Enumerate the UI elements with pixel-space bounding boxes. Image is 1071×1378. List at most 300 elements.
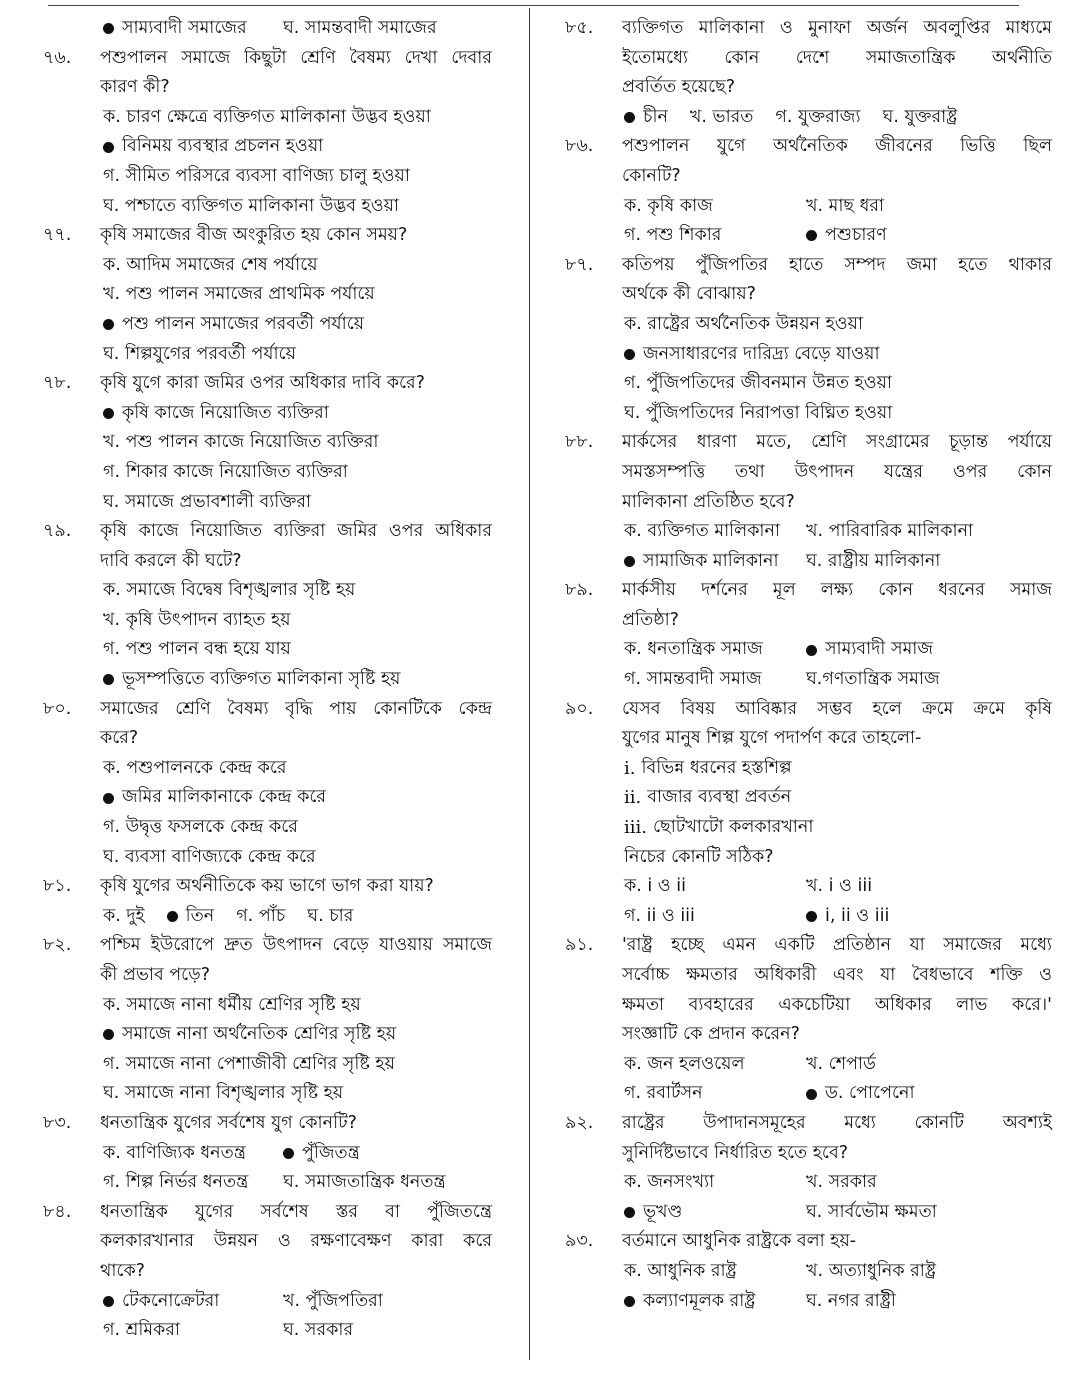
option-text: পশু পালন সমাজের পরবর্তী পর্যায়ে [122,313,365,334]
option-text: গ. শিল্প নির্ভর ধনতন্ত্র [103,1172,249,1193]
question-text: যেসব বিষয় আবিষ্কার সম্ভব হলে ক্রমে ক্রমে কৃষি [622,698,1052,719]
option-text: ঘ. ব্যবসা বাণিজ্যকে কেন্দ্র করে [103,846,316,867]
question-text: পশ্চিম ইউরোপে দ্রুত উৎপাদন বেড়ে যাওয়ায় সমাজে [100,935,492,956]
question-number: ৮০. [43,698,72,719]
option-text: খ. পশু পালন কাজে নিয়োজিত ব্যক্তিরা [103,432,379,453]
question-text: পশুপালন যুগে অর্থনৈতিক জীবনের ভিত্তি ছিল [622,136,1052,157]
statement-number: iii. [624,817,647,839]
correct-option [103,783,326,813]
correct-option [624,1198,682,1228]
option-text: ঘ. সমাজে প্রভাবশালী ব্যক্তিরা [103,491,312,512]
inline-options [103,902,375,932]
prompt-line [535,843,1020,873]
answer-option [806,1257,936,1287]
correct-option [103,665,400,695]
option-text: ঘ. শিল্পযুগের পরবর্তী পর্যায়ে [103,343,296,364]
answer-option [283,1316,353,1346]
statement-text: ছোটখাটো কলকারখানা [653,817,814,838]
question-text: প্রবর্তিত হয়েছে? [622,77,736,98]
option-line [0,813,520,843]
option-text: তিন [185,905,215,926]
answer-option [624,665,762,695]
option-line [0,635,520,665]
option-text: ক. আধুনিক রাষ্ট্র [624,1260,737,1281]
option-text: গ. সমাজে নানা পেশাজীবী শ্রেণির সৃষ্টি হয় [103,1053,395,1074]
option-line [0,1050,520,1080]
answer-option [624,1168,714,1198]
correct-answer-bullet-icon [806,645,817,656]
answer-option [236,902,285,932]
correct-answer-bullet-icon [103,408,114,419]
question-line [535,14,1052,44]
answer-option [624,1257,737,1287]
correct-answer-bullet-icon [167,911,178,922]
option-line [0,340,520,370]
option-text: ঘ. সরকার [283,1320,354,1341]
option-line [0,458,520,488]
option-row [535,103,1020,133]
question-number: ৯১. [565,935,594,956]
answer-option [283,14,437,44]
option-row [0,1316,520,1346]
statement-number: i. [624,757,636,779]
option-text: কৃষি কাজে নিয়োজিত ব্যক্তিরা [122,402,329,423]
statement-text: বাজার ব্যবস্থা প্রবর্তন [647,787,792,808]
question-text: ক্ষমতা ব্যবহারের একচেটিয়া অধিকার লাভ করে।' [622,994,1052,1015]
answer-option [103,458,348,488]
option-text: খ. মাছ ধরা [806,195,885,216]
question-line [0,695,520,725]
option-row [535,1168,1020,1198]
left-column [0,14,520,1346]
correct-option [103,14,247,44]
correct-answer-bullet-icon [806,230,817,241]
question-number: ৮৫. [565,18,594,38]
question-text: কতিপয় পুঁজিপতির হাতে সম্পদ জমা হতে থাকার [622,254,1052,275]
answer-option [103,488,311,518]
question-line [535,931,1052,961]
option-line [0,192,520,222]
right-column [535,14,1052,1316]
option-text: ক. i ও ii [624,876,686,897]
question-text: অর্থকে কী বোঝায়? [622,284,756,305]
option-row [535,1257,1020,1287]
answer-option [103,192,399,222]
option-row [535,1079,1020,1109]
option-line [0,843,520,873]
question-continuation-line [535,1020,1020,1050]
correct-option [624,103,668,133]
question-text: কারণ কী? [100,77,170,98]
option-row [535,221,1020,251]
option-row [535,635,1020,665]
answer-option [103,280,375,310]
statement [624,813,813,843]
statement [624,783,791,813]
question-text: সমাজের শ্রেণি বৈষম্য বৃদ্ধি পায় কোনটিকে কেন্দ্র [100,698,492,719]
correct-answer-bullet-icon [806,1089,817,1100]
answer-option [624,399,892,429]
answer-option [103,843,316,873]
option-row [0,14,520,44]
option-line [0,991,520,1021]
question-text: মালিকানা প্রতিষ্ঠিত হবে? [622,491,795,512]
option-text: সাম্যবাদী সমাজ [825,639,934,660]
question-continuation-line [0,961,520,991]
correct-answer-bullet-icon [624,1207,635,1218]
statement-number: ii. [624,787,642,809]
answer-option [806,517,973,547]
question-text: দাবি করলে কী ঘটে? [100,550,242,571]
answer-option [806,665,940,695]
option-row [535,665,1020,695]
question-text: যুগের মানুষ শিল্প যুগে পদার্পণ করে তাহলো- [622,728,922,749]
question-number: ৭৯. [43,521,72,542]
answer-option [806,1287,896,1317]
answer-option [624,1079,703,1109]
correct-option [103,399,329,429]
question-continuation-line [535,961,1052,991]
option-text: ক. ব্যক্তিগত মালিকানা [624,521,781,542]
question-text: প্রতিষ্ঠা? [622,609,679,630]
option-text: ঘ.গণতান্ত্রিক সমাজ [806,669,940,690]
question-text: কী প্রভাব পড়ে? [100,965,210,985]
option-text: গ. পশু শিকার [624,225,722,246]
option-row [0,1168,520,1198]
option-text: ভূখণ্ড [643,1201,683,1222]
correct-option [167,902,215,932]
correct-answer-bullet-icon [624,349,635,360]
correct-option [103,132,323,162]
option-text: গ. শ্রমিকরা [103,1320,180,1341]
answer-option [103,1139,246,1169]
option-row [535,1198,1020,1228]
question-line [0,1198,520,1228]
question-continuation-line [0,1227,520,1257]
question-text: সংজ্ঞাটি কে প্রদান করেন? [622,1024,800,1045]
question-line [535,251,1052,281]
question-line [535,132,1052,162]
answer-option [103,754,287,784]
option-text: ঘ. সার্বভৌম ক্ষমতা [806,1201,937,1222]
statement-line [535,813,1020,843]
correct-answer-bullet-icon [624,556,635,567]
column-divider [529,8,530,1360]
option-text: ঘ. পুঁজিপতিদের নিরাপত্তা বিঘ্নিত হওয়া [624,402,893,423]
correct-answer-bullet-icon [103,1029,114,1040]
option-text: ঘ. সমাজতান্ত্রিক ধনতন্ত্র [283,1172,446,1193]
correct-option [624,340,880,370]
option-text: ক. জনসংখ্যা [624,1172,715,1193]
answer-option [103,813,298,843]
question-continuation-line [535,724,1020,754]
question-text: কৃষি যুগের অর্থনীতিকে কয় ভাগে ভাগ করা যায়? [100,876,434,897]
option-text: পশুচারণ [825,225,887,246]
answer-option [103,340,296,370]
answer-option [624,192,713,222]
option-text: সাম্যবাদী সমাজের [122,18,247,38]
correct-option [624,1287,755,1317]
correct-answer-bullet-icon [103,319,114,330]
prompt-text: নিচের কোনটি সঠিক? [624,846,774,867]
option-text: i, ii ও iii [825,905,890,926]
answer-option [103,576,355,606]
option-text: সমাজে নানা অর্থনৈতিক শ্রেণির সৃষ্টি হয় [122,1024,397,1045]
option-text: ক. কৃষি কাজ [624,195,713,216]
correct-answer-bullet-icon [806,911,817,922]
question-number: ৮২. [43,935,72,956]
correct-answer-bullet-icon [103,1296,114,1307]
question-number: ৭৮. [43,373,72,394]
option-text: গ. রবার্টসন [624,1083,703,1104]
option-line [0,103,520,133]
question-continuation-line [0,724,520,754]
option-text: খ. পুঁজিপতিরা [283,1290,383,1311]
question-continuation-line [535,606,1020,636]
option-row [535,902,1020,932]
option-text: বিনিময় ব্যবস্থার প্রচলন হওয়া [122,136,324,157]
question-number: ৮৭. [565,254,594,275]
option-text: গ. উদ্বৃত্ত ফসলকে কেন্দ্র করে [103,817,298,838]
inline-options [624,103,979,133]
question-text: 'রাষ্ট্র হচ্ছে এমন একটি প্রতিষ্ঠান যা সমাজের মধ্যে [622,935,1052,956]
correct-answer-bullet-icon [103,142,114,153]
question-text: মার্কসীয় দর্শনের মূল লক্ষ্য কোন ধরনের সমাজ [622,580,1052,601]
question-text: কোনটি? [622,165,681,186]
correct-option [806,635,933,665]
answer-option [103,902,145,932]
option-text: খ. কৃষি উৎপাদন ব্যাহত হয় [103,609,291,630]
option-text: গ. সামন্তবাদী সমাজ [624,669,762,690]
question-text: কৃষি কাজে নিয়োজিত ব্যক্তিরা জমির ওপর অধিকার [100,521,492,542]
answer-option [806,192,884,222]
question-text: পশুপালন সমাজে কিছুটা শ্রেণি বৈষম্য দেখা দেবার [100,47,492,68]
option-text: ড. পোপেনো [825,1083,915,1104]
answer-option [624,635,763,665]
question-text: থাকে? [100,1260,145,1281]
answer-option [103,428,378,458]
option-text: ক. বাণিজ্যিক ধনতন্ত্র [103,1142,246,1163]
correct-option [103,310,364,340]
answer-option [103,1168,248,1198]
answer-option [806,872,872,902]
option-text: গ. পাঁচ [236,905,286,926]
option-text: ঘ. পশ্চাতে ব্যক্তিগত মালিকানা উদ্ভব হওয়া [103,195,399,216]
answer-option [775,103,860,133]
option-text: খ. পশু পালন সমাজের প্রাথমিক পর্যায়ে [103,284,375,305]
option-text: ক. জন হলওয়েল [624,1053,745,1074]
question-text: ব্যক্তিগত মালিকানা ও মুনাফা অর্জন অবলুপ্তির মাধ্যমে [622,18,1052,38]
correct-answer-bullet-icon [103,23,114,34]
option-line [0,576,520,606]
option-line [0,428,520,458]
answer-option [624,517,780,547]
answer-option [806,547,940,577]
correct-option [283,1139,360,1169]
answer-option [624,872,686,902]
answer-option [103,1050,395,1080]
answer-option [806,1198,937,1228]
question-continuation-line [535,991,1052,1021]
statement-line [535,754,1020,784]
answer-option [624,902,695,932]
option-text: কল্যাণমূলক রাষ্ট্র [643,1290,756,1311]
answer-option [690,103,754,133]
answer-option [103,1316,180,1346]
question-line [0,369,520,399]
option-text: ঘ. সমাজে নানা বিশৃঙ্খলার সৃষ্টি হয় [103,1083,344,1104]
question-line [535,695,1052,725]
option-text: গ. শিকার কাজে নিয়োজিত ব্যক্তিরা [103,461,348,482]
option-line [0,310,520,340]
option-line [0,1020,520,1050]
option-text: জনসাধারণের দারিদ্র্য বেড়ে যাওয়া [643,343,880,364]
option-text: সামাজিক মালিকানা [643,550,779,571]
question-line [535,576,1052,606]
question-text: ধনতান্ত্রিক যুগের সর্বশেষ স্তর বা পুঁজিতন্ত্রে [100,1201,492,1222]
answer-option [624,1050,745,1080]
option-text: ঘ. রাষ্ট্রীয় মালিকানা [806,550,941,571]
question-number: ৭৬. [43,47,72,68]
option-text: ক. সমাজে বিদ্বেষ বিশৃঙ্খলার সৃষ্টি হয় [103,580,356,601]
correct-answer-bullet-icon [624,1296,635,1307]
question-number: ৮৪. [43,1201,72,1222]
option-text: ক. পশুপালনকে কেন্দ্র করে [103,757,287,778]
option-text: খ. i ও iii [806,876,873,897]
statement [624,754,792,784]
question-line [0,517,520,547]
question-line [535,428,1052,458]
answer-option [624,369,892,399]
option-text: গ. যুক্তরাজ্য [775,106,861,127]
question-continuation-line [0,547,520,577]
answer-option [624,310,863,340]
option-line [535,310,1020,340]
option-row [535,192,1020,222]
statement-line [535,783,1020,813]
question-text: কৃষি যুগে কারা জমির ওপর অধিকার দাবি করে? [100,373,425,394]
question-number: ৯২. [565,1112,594,1133]
question-continuation-line [535,280,1020,310]
question-number: ৮৯. [565,580,594,601]
option-text: গ. সীমিত পরিসরে ব্যবসা বাণিজ্য চালু হওয়া [103,165,410,186]
answer-option [283,1287,383,1317]
answer-option [103,162,410,192]
answer-option [624,221,721,251]
option-line [0,251,520,281]
option-row [535,1287,1020,1317]
answer-option [307,902,353,932]
option-row [0,902,520,932]
correct-answer-bullet-icon [103,674,114,685]
option-text: খ. ভারত [689,106,754,127]
option-text: ঘ. নগর রাষ্ট্রী [806,1290,896,1311]
option-text: ঘ. চার [307,905,354,926]
option-text: খ. পারিবারিক মালিকানা [806,521,974,542]
option-line [0,280,520,310]
question-text: রাষ্ট্রের উপাদানসমূহের মধ্যে কোনটি অবশ্যই [622,1112,1052,1133]
question-number: ৮৬. [565,136,594,157]
statement-text: বিভিন্ন ধরনের হস্তশিল্প [641,757,792,778]
question-continuation-line [535,44,1052,74]
option-text: গ. পশু পালন বন্ধ হয়ে যায় [103,639,291,660]
question-number: ৮১. [43,876,72,897]
question-continuation-line [535,458,1052,488]
question-line [0,221,520,251]
top-rule [48,5,1019,6]
option-row [535,547,1020,577]
question-continuation-line [0,1257,520,1287]
option-line [0,783,520,813]
question-line [535,1109,1052,1139]
question-continuation-line [535,488,1020,518]
option-text: ক. সমাজে নানা ধর্মীয় শ্রেণির সৃষ্টি হয় [103,994,361,1015]
question-number: ৯০. [565,698,594,719]
question-continuation-line [535,73,1020,103]
option-line [0,399,520,429]
option-text: ক. চারণ ক্ষেত্রে ব্যক্তিগত মালিকানা উদ্ভব হওয়া [103,106,431,127]
answer-option [103,991,361,1021]
answer-option [103,251,318,281]
question-continuation-line [535,162,1020,192]
option-text: খ. সরকার [806,1172,877,1193]
option-text: ক. রাষ্ট্রের অর্থনৈতিক উন্নয়ন হওয়া [624,313,864,334]
answer-option [103,635,291,665]
option-text: ক. আদিম সমাজের শেষ পর্যায়ে [103,254,318,275]
question-text: মার্কসের ধারণা মতে, শ্রেণি সংগ্রামের চূড়ান্ত পর্যায়ে [622,432,1052,453]
option-row [535,517,1020,547]
option-line [0,665,520,695]
question-line [0,1109,520,1139]
question-text: কৃষি সমাজের বীজ অংকুরিত হয় কোন সময়? [100,225,408,246]
option-row [0,1139,520,1169]
answer-option [883,103,958,133]
correct-answer-bullet-icon [103,793,114,804]
correct-answer-bullet-icon [624,112,635,123]
option-line [0,606,520,636]
option-row [535,1050,1020,1080]
option-text: ভূসম্পত্তিতে ব্যক্তিগত মালিকানা সৃষ্টি হয় [122,669,401,690]
question-line [535,1227,1020,1257]
option-line [535,340,1020,370]
question-number: ৯৩. [565,1231,594,1252]
question-text: করে? [100,728,139,749]
question-line [0,872,520,902]
question-text: কলকারখানার উন্নয়ন ও রক্ষণাবেক্ষণ কারা করে [100,1231,492,1252]
option-line [535,369,1020,399]
correct-option [806,221,887,251]
option-line [0,132,520,162]
question-continuation-line [0,73,520,103]
question-number: ৮৮. [565,432,594,453]
option-text: গ. ii ও iii [624,905,695,926]
option-text: জমির মালিকানাকে কেন্দ্র করে [122,787,327,808]
question-line [0,931,520,961]
question-text: বর্তমানে আধুনিক রাষ্ট্রকে বলা হয়- [622,1231,857,1252]
option-text: ক. দুই [103,905,145,926]
correct-option [624,547,779,577]
option-text: খ. অত্যাধুনিক রাষ্ট্র [806,1260,936,1281]
correct-option [806,1079,915,1109]
option-text: ঘ. যুক্তরাষ্ট্র [882,106,958,127]
answer-option [806,1168,877,1198]
option-text: গ. পুঁজিপতিদের জীবনমান উন্নত হওয়া [624,373,892,394]
question-number: ৮৩. [43,1112,72,1133]
correct-answer-bullet-icon [283,1148,294,1159]
question-line [0,44,520,74]
option-line [0,488,520,518]
correct-option [806,902,889,932]
